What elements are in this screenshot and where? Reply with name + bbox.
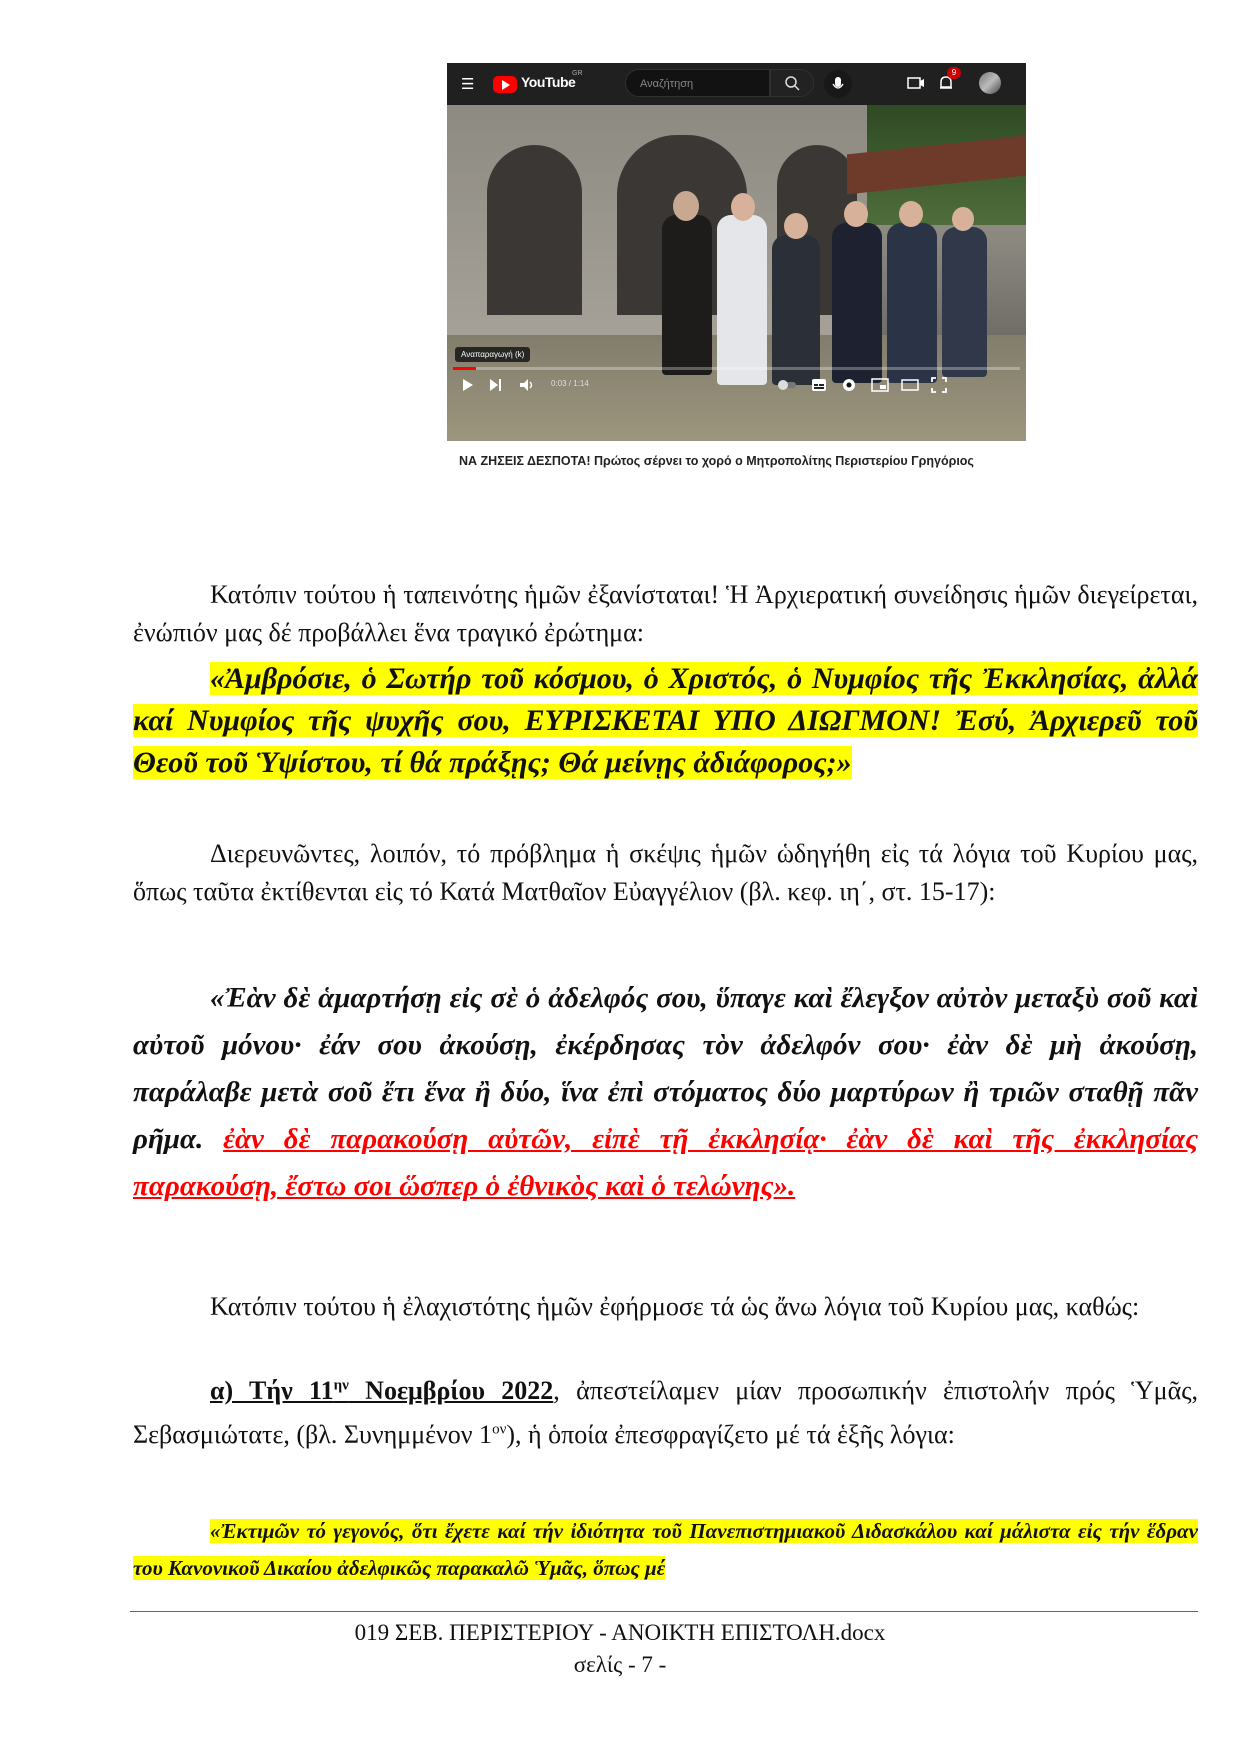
letter-quote-text: «Ἐκτιμῶν τό γεγονός, ὅτι ἔχετε καί τήν ἰδιότητα τοῦ Πανεπιστημιακοῦ Διδασκάλου καί μάλιστα εἰς τήν ἕδραν του Κανονικοῦ Δικαίου ἀδελφικῶς παρακαλῶ Ὑμᾶς, ὅπως μέ: [133, 1519, 1198, 1580]
list-item-text: ), ἡ ὁποία ἐπεσφραγίζετο μέ τά ἑξῆς λόγια:: [506, 1420, 955, 1449]
paragraph: Κατόπιν τούτου ἡ ἐλαχιστότης ἡμῶν ἐφήρμοσε τά ὡς ἄνω λόγια τοῦ Κυρίου μας, καθώς:: [210, 1292, 1140, 1321]
head: [673, 191, 699, 221]
footer-filename: 019 ΣΕΒ. ΠΕΡΙΣΤΕΡΙΟΥ - ΑΝΟΙΚΤΗ ΕΠΙΣΤΟΛΗ.docx: [354, 1620, 886, 1645]
next-icon[interactable]: [489, 377, 503, 393]
youtube-logo-text[interactable]: YouTube: [521, 74, 576, 90]
settings-gear-icon[interactable]: [841, 377, 857, 393]
footer-divider: [130, 1611, 1198, 1612]
miniplayer-icon[interactable]: [871, 378, 889, 392]
microphone-button[interactable]: [824, 70, 852, 98]
highlighted-quote: [133, 658, 1198, 784]
person-figure: [832, 223, 882, 383]
autoplay-toggle-icon[interactable]: [777, 379, 797, 391]
paragraph: Διερευνῶντες, λοιπόν, τό πρόβλημα ἡ σκέψις ἡμῶν ὡδηγήθη εἰς τά λόγια τοῦ Κυρίου μας, ὅπως ταῦτα ἐκτίθενται εἰς τό Κατά Ματθαῖον Εὐαγγέλιον (βλ. κεφ. ιη΄, στ. 15-17):: [133, 839, 1198, 906]
region-label: GR: [572, 70, 583, 77]
play-icon[interactable]: [461, 377, 475, 393]
person-figure: [887, 223, 937, 383]
person-figure: [942, 227, 987, 377]
head: [952, 207, 974, 231]
progress-fill: [453, 367, 476, 370]
highlighted-quote-text: «Ἀμβρόσιε, ὁ Σωτήρ τοῦ κόσμου, ὁ Χριστός, ὁ Νυμφίος τῆς Ἐκκλησίας, ἀλλά καί Νυμφίος τῆς ψυχῆς σου, ΕΥΡΙΣΚΕΤΑΙ ΥΠΟ ΔΙΩΓΜΟΝ! Ἐσύ, Ἀρχιερεῦ τοῦ Θεοῦ τοῦ Ὑψίστου, τί θά πράξῃς; Θά μείνῃς ἀδιάφορος;»: [133, 662, 1198, 779]
search-icon: [771, 70, 813, 96]
person-figure: [772, 235, 820, 385]
gospel-quote: [133, 975, 1198, 1210]
image-caption: ΝΑ ΖΗΣΕΙΣ ΔΕΣΠΟΤΑ! Πρώτος σέρνει το χορό ο Μητροπολίτης Περιστερίου Γρηγόριος: [459, 454, 974, 468]
letter-quote: [133, 1513, 1198, 1587]
ordinal-superscript: ον: [492, 1421, 507, 1438]
head: [844, 201, 868, 227]
head: [899, 201, 923, 227]
search-button[interactable]: [770, 69, 814, 97]
list-item-label: [210, 1376, 553, 1405]
create-video-icon[interactable]: [907, 75, 925, 91]
player-controls: [447, 371, 1026, 401]
theater-mode-icon[interactable]: [901, 378, 919, 392]
list-item-label-part: Νοεμβρίου 2022: [348, 1376, 554, 1405]
head: [784, 213, 808, 239]
time-display: 0:03 / 1:14: [551, 379, 589, 388]
gospel-quote-text: «Ἐὰν δὲ ἁμαρτήσῃ εἰς σὲ ὁ ἀδελφός σου, ὕπαγε καὶ ἔλεγξον αὐτὸν μεταξὺ σοῦ καὶ αὐτοῦ μόνου· ἐάν σου ἀκούσῃ, ἐκέρδησας τὸν ἀδελφόν σου· ἐὰν δὲ μὴ ἀκούσῃ, παράλαβε μετὰ σοῦ ἔτι ἕνα ἢ δύο, ἵνα ἐπὶ στόματος δύο μαρτύρων ἢ τριῶν σταθῇ πᾶν ρῆμα.: [133, 982, 1198, 1155]
archway: [487, 145, 582, 315]
ordinal-superscript: ην: [333, 1377, 349, 1394]
list-item-label-part: α) Τήν 11: [210, 1376, 334, 1405]
subtitles-icon[interactable]: [811, 378, 827, 392]
list-item-a: [133, 1369, 1198, 1457]
search-input[interactable]: Αναζήτηση: [625, 69, 770, 97]
play-tooltip: Αναπαραγωγή (k): [455, 347, 530, 362]
video-player[interactable]: [447, 105, 1026, 441]
youtube-screenshot: [447, 63, 1026, 441]
volume-icon[interactable]: [519, 377, 535, 393]
footer-page-number: σελίς - 7 -: [573, 1652, 667, 1677]
notification-badge: 9: [947, 67, 961, 79]
list-item-text: , ἀπεστείλαμεν μίαν προσωπικήν ἐπιστολήν πρός Ὑμᾶς, Σεβασμιώτατε, (βλ. Συνημμένον 1: [133, 1376, 1198, 1449]
bishop-figure: [662, 215, 712, 375]
fullscreen-icon[interactable]: [931, 377, 947, 393]
youtube-header: [447, 63, 1026, 105]
person-figure: [717, 215, 767, 385]
menu-icon[interactable]: ☰: [461, 75, 475, 93]
page-footer: [0, 1617, 1240, 1681]
microphone-icon: [824, 70, 852, 98]
youtube-logo-icon[interactable]: [493, 76, 517, 93]
gospel-quote-red-text: ἐὰν δὲ παρακούσῃ αὐτῶν, εἰπὲ τῇ ἐκκλησίᾳ· ἐὰν δὲ καὶ τῆς ἐκκλησίας παρακούσῃ, ἔστω σοι ὥσπερ ὁ ἐθνικὸς καὶ ὁ τελώνης».: [133, 1123, 1198, 1202]
paragraph: Κατόπιν τούτου ἡ ταπεινότης ἡμῶν ἐξανίσταται! Ἡ Ἀρχιερατική συνείδησις ἡμῶν διεγείρεται, ἐνώπιόν μας δέ προβάλλει ἕνα τραγικό ἐρώτημα:: [133, 580, 1198, 647]
progress-bar[interactable]: [453, 367, 1020, 370]
account-avatar[interactable]: [979, 72, 1001, 94]
head: [731, 193, 755, 221]
